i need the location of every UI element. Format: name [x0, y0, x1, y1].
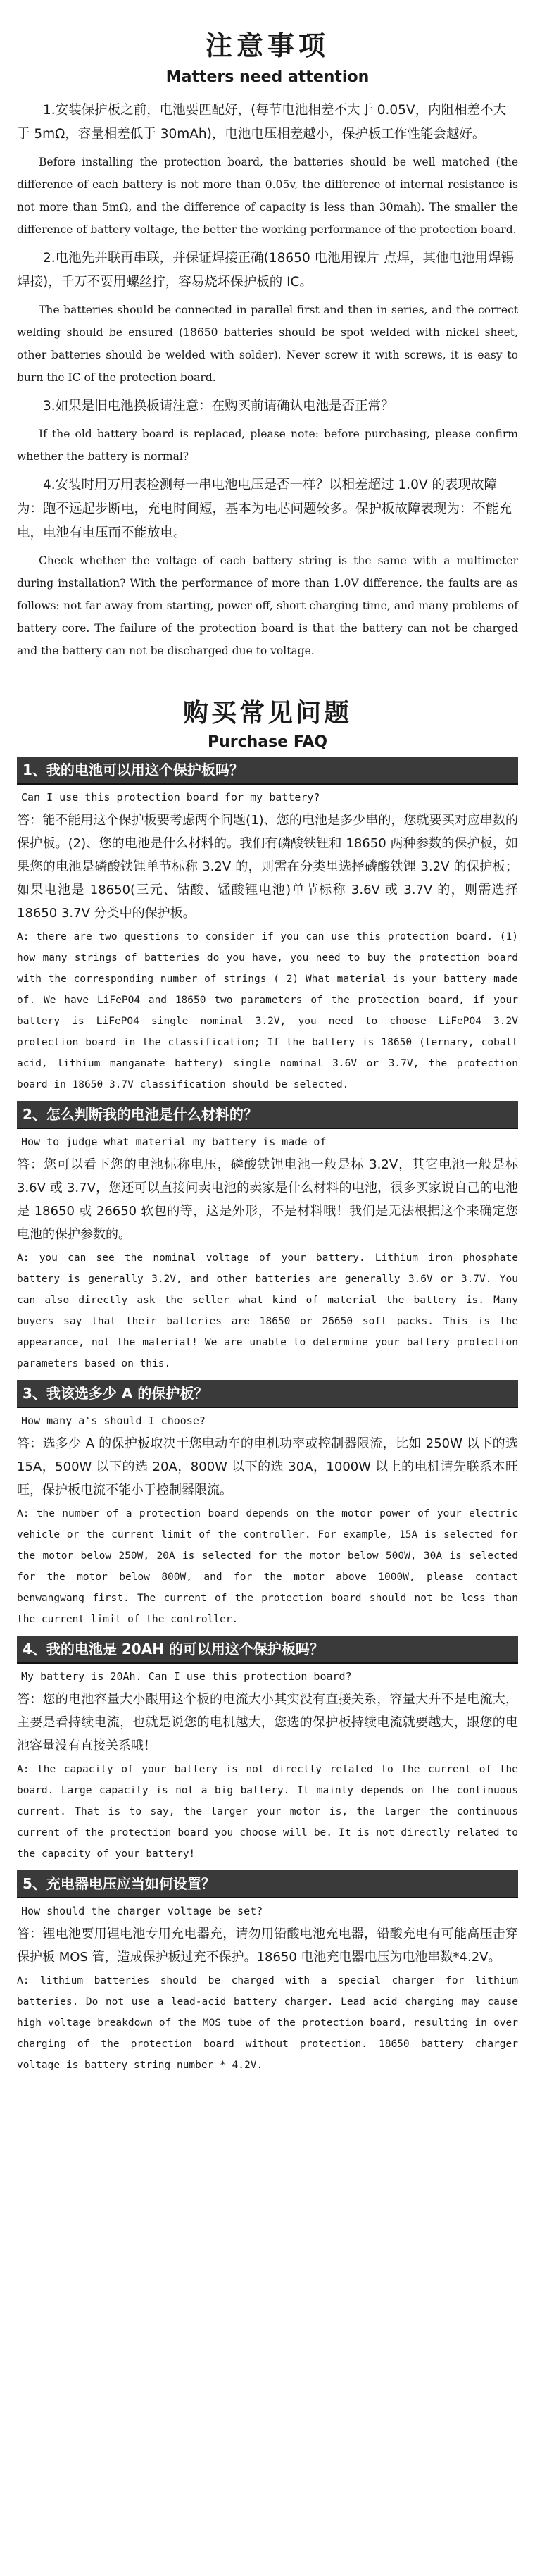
note-1-en: Before installing the protection board, the batteries should be well matched (the difference of each battery is not more than 0.05v, the difference of internal resistance is not more than 5mΩ, and the difference of capacity is less than 30mah). The smaller the difference of battery voltage, the better the working performance of the protection board. — [17, 156, 518, 236]
faq-answer-2-en: A: you can see the nominal voltage of your battery. Lithium iron phosphate battery is generally 3.2V, and other batteries are generally 3.6V or 3.7V. You can also directly ask the seller what kind of material the battery is. Many buyers say that their batteries are 18650 or 26650 soft packs. This is the appearance, not the material! We are unable to determine your battery protection parameters based on this. — [17, 1252, 518, 1369]
faq-section — [0, 757, 535, 2076]
note-4-en: Check whether the voltage of each battery string is the same with a multimeter during installation? With the performance of more than 1.0V difference, the faults are as follows: not far away from starting, power off, short charging time, and many problems of battery core. The failure of the protection board is that the battery can not be charged and the battery can not be discharged due to voltage. — [17, 554, 518, 657]
faq-answer-3-cn: 答：选多少 A 的保护板取决于您电动车的电机功率或控制器限流，比如 250W 以下的选 15A，500W 以下的选 20A，800W 以下的选 30A，1000W 以上的电机请先联系本旺旺，保护板电流不能小于控制器限流。 — [17, 1436, 518, 1498]
faq-answer-1-cn: 答：能不能用这个保护板要考虑两个问题(1)、您的电池是多少串的，您就要买对应串数的保护板。(2)、您的电池是什么材料的。我们有磷酸铁锂和 18650 两种参数的保护板，如果您的电池是磷酸铁锂单节标称 3.2V 的，则需在分类里选择磷酸铁锂 3.2V 的保护板；如果电池是 18650(三元、钴酸、锰酸锂电池)单节标称 3.6V 或 3.7V 的，则需选择 18650 3.7V 分类中的保护板。 — [17, 813, 518, 921]
note-2-cn: 2.电池先并联再串联，并保证焊接正确(18650 电池用镍片 点焊，其他电池用焊锡焊接)，千万不要用螺丝拧，容易烧坏保护板的 IC。 — [17, 251, 514, 290]
faq-question-3-en: How many a's should I choose? — [21, 1414, 206, 1427]
faq-title-cn: 购买常见问题 — [182, 699, 352, 728]
faq-answer-4-cn: 答：您的电池容量大小跟用这个板的电流大小其实没有直接关系，容量大并不是电流大，主要是看持续电流，也就是说您的电机越大，您选的保护板持续电流就要越大，跟您的电池容量没有直接关系哦！ — [17, 1692, 518, 1753]
attention-section — [0, 99, 535, 662]
faq-answer-2-cn: 答：您可以看下您的电池标称电压，磷酸铁锂电池一般是标 3.2V，其它电池一般是标 3.6V 或 3.7V，您还可以直接问卖电池的卖家是什么材料的电池，很多买家说自己的电池是 18650 或 26650 软包的等，这是外形，不是材料哦！我们是无法根据这个来确定您电池的保护参数的。 — [17, 1157, 518, 1242]
faq-question-5-en: How should the charger voltage be set? — [21, 1905, 263, 1917]
faq-question-1: 1、我的电池可以用这个保护板吗？ — [17, 757, 518, 785]
faq-title-en: Purchase FAQ — [207, 733, 328, 751]
faq-answer-5-en: A: lithium batteries should be charged with a special charger for lithium batteries. Do not use a lead-acid battery charger. Lead acid charging may cause high voltage breakdown of the MOS tube of the protection board, resulting in over charging of the protection board without protection. 18650 battery charger voltage is battery string number * 4.2V. — [17, 1975, 518, 2071]
faq-answer-4-en: A: the capacity of your battery is not directly related to the current of the board. Large capacity is not a big battery. It mainly depends on the continuous current. That is to say, the larger your motor is, the larger the continuous current of the protection board you choose will be. It is not directly related to the capacity of your battery! — [17, 1764, 518, 1860]
faq-question-2-en: How to judge what material my battery is made of — [21, 1135, 327, 1148]
faq-question-2: 2、怎么判断我的电池是什么材料的？ — [17, 1101, 518, 1129]
note-2-en: The batteries should be connected in parallel first and then in series, and the correct welding should be ensured (18650 batteries should be spot welded with nickel sheet, other batteries should be welded with solder). Never screw it with screws, it is easy to burn the IC of the protection board. — [17, 304, 518, 384]
attention-title-cn: 注意事项 — [205, 30, 329, 61]
attention-title-en: Matters need attention — [165, 68, 370, 86]
section-gap — [0, 668, 535, 686]
note-4-cn: 4.安装时用万用表检测每一串电池电压是否一样？以相差超过 1.0V 的表现故障为：跑不远起步断电，充电时间短，基本为电芯问题较多。保护板故障表现为：不能充电，电池有电压而不能放电。 — [17, 478, 512, 540]
faq-answer-3-en: A: the number of a protection board depends on the motor power of your electric vehicle or the current limit of the controller. For example, 15A is selected for the motor below 250W, 20A is selected for the motor below 500W, 30A is selected for the motor below 800W, and for the motor above 1000W, please contact benwangwang first. The current of the protection board should not be less than the current limit of the controller. — [17, 1508, 518, 1625]
faq-question-4-en: My battery is 20Ah. Can I use this protection board? — [21, 1670, 352, 1683]
faq-answer-5-cn: 答：锂电池要用锂电池专用充电器充，请勿用铅酸电池充电器，铅酸充电有可能高压击穿保护板 MOS 管，造成保护板过充不保护。18650 电池充电器电压为电池串数*4.2V。 — [17, 1927, 518, 1965]
faq-question-5: 5、充电器电压应当如何设置？ — [17, 1870, 518, 1898]
note-3-cn: 3.如果是旧电池换板请注意：在购买前请确认电池是否正常？ — [43, 399, 394, 413]
faq-answer-1-en: A: there are two questions to consider if you can use this protection board. (1) how many strings of batteries do you have, you need to buy the protection board with the corresponding number of strings ( 2) What material is your battery made of. We have LiFePO4 and 18650 two parameters of the protection board, if your battery is LiFePO4 single nominal 3.2V, you need to choose LiFePO4 3.2V protection board in the classification; If the battery is 18650 (ternary, cobalt acid, lithium manganate battery) single nominal 3.6V or 3.7V, the protection board in 18650 3.7V classification should be selected. — [17, 931, 518, 1090]
faq-question-1-en: Can I use this protection board for my battery? — [21, 791, 320, 804]
note-1-cn: 1.安装保护板之前，电池要匹配好，(每节电池相差不大于 0.05V，内阻相差不大于 5mΩ，容量相差低于 30mAh)，电池电压相差越小，保护板工作性能会越好。 — [17, 103, 507, 142]
note-3-en: If the old battery board is replaced, please note: before purchasing, please confirm whether the battery is normal? — [17, 428, 518, 463]
faq-question-3: 3、我该选多少 A 的保护板？ — [17, 1380, 518, 1408]
faq-question-4: 4、我的电池是 20AH 的可以用这个保护板吗？ — [17, 1636, 518, 1664]
